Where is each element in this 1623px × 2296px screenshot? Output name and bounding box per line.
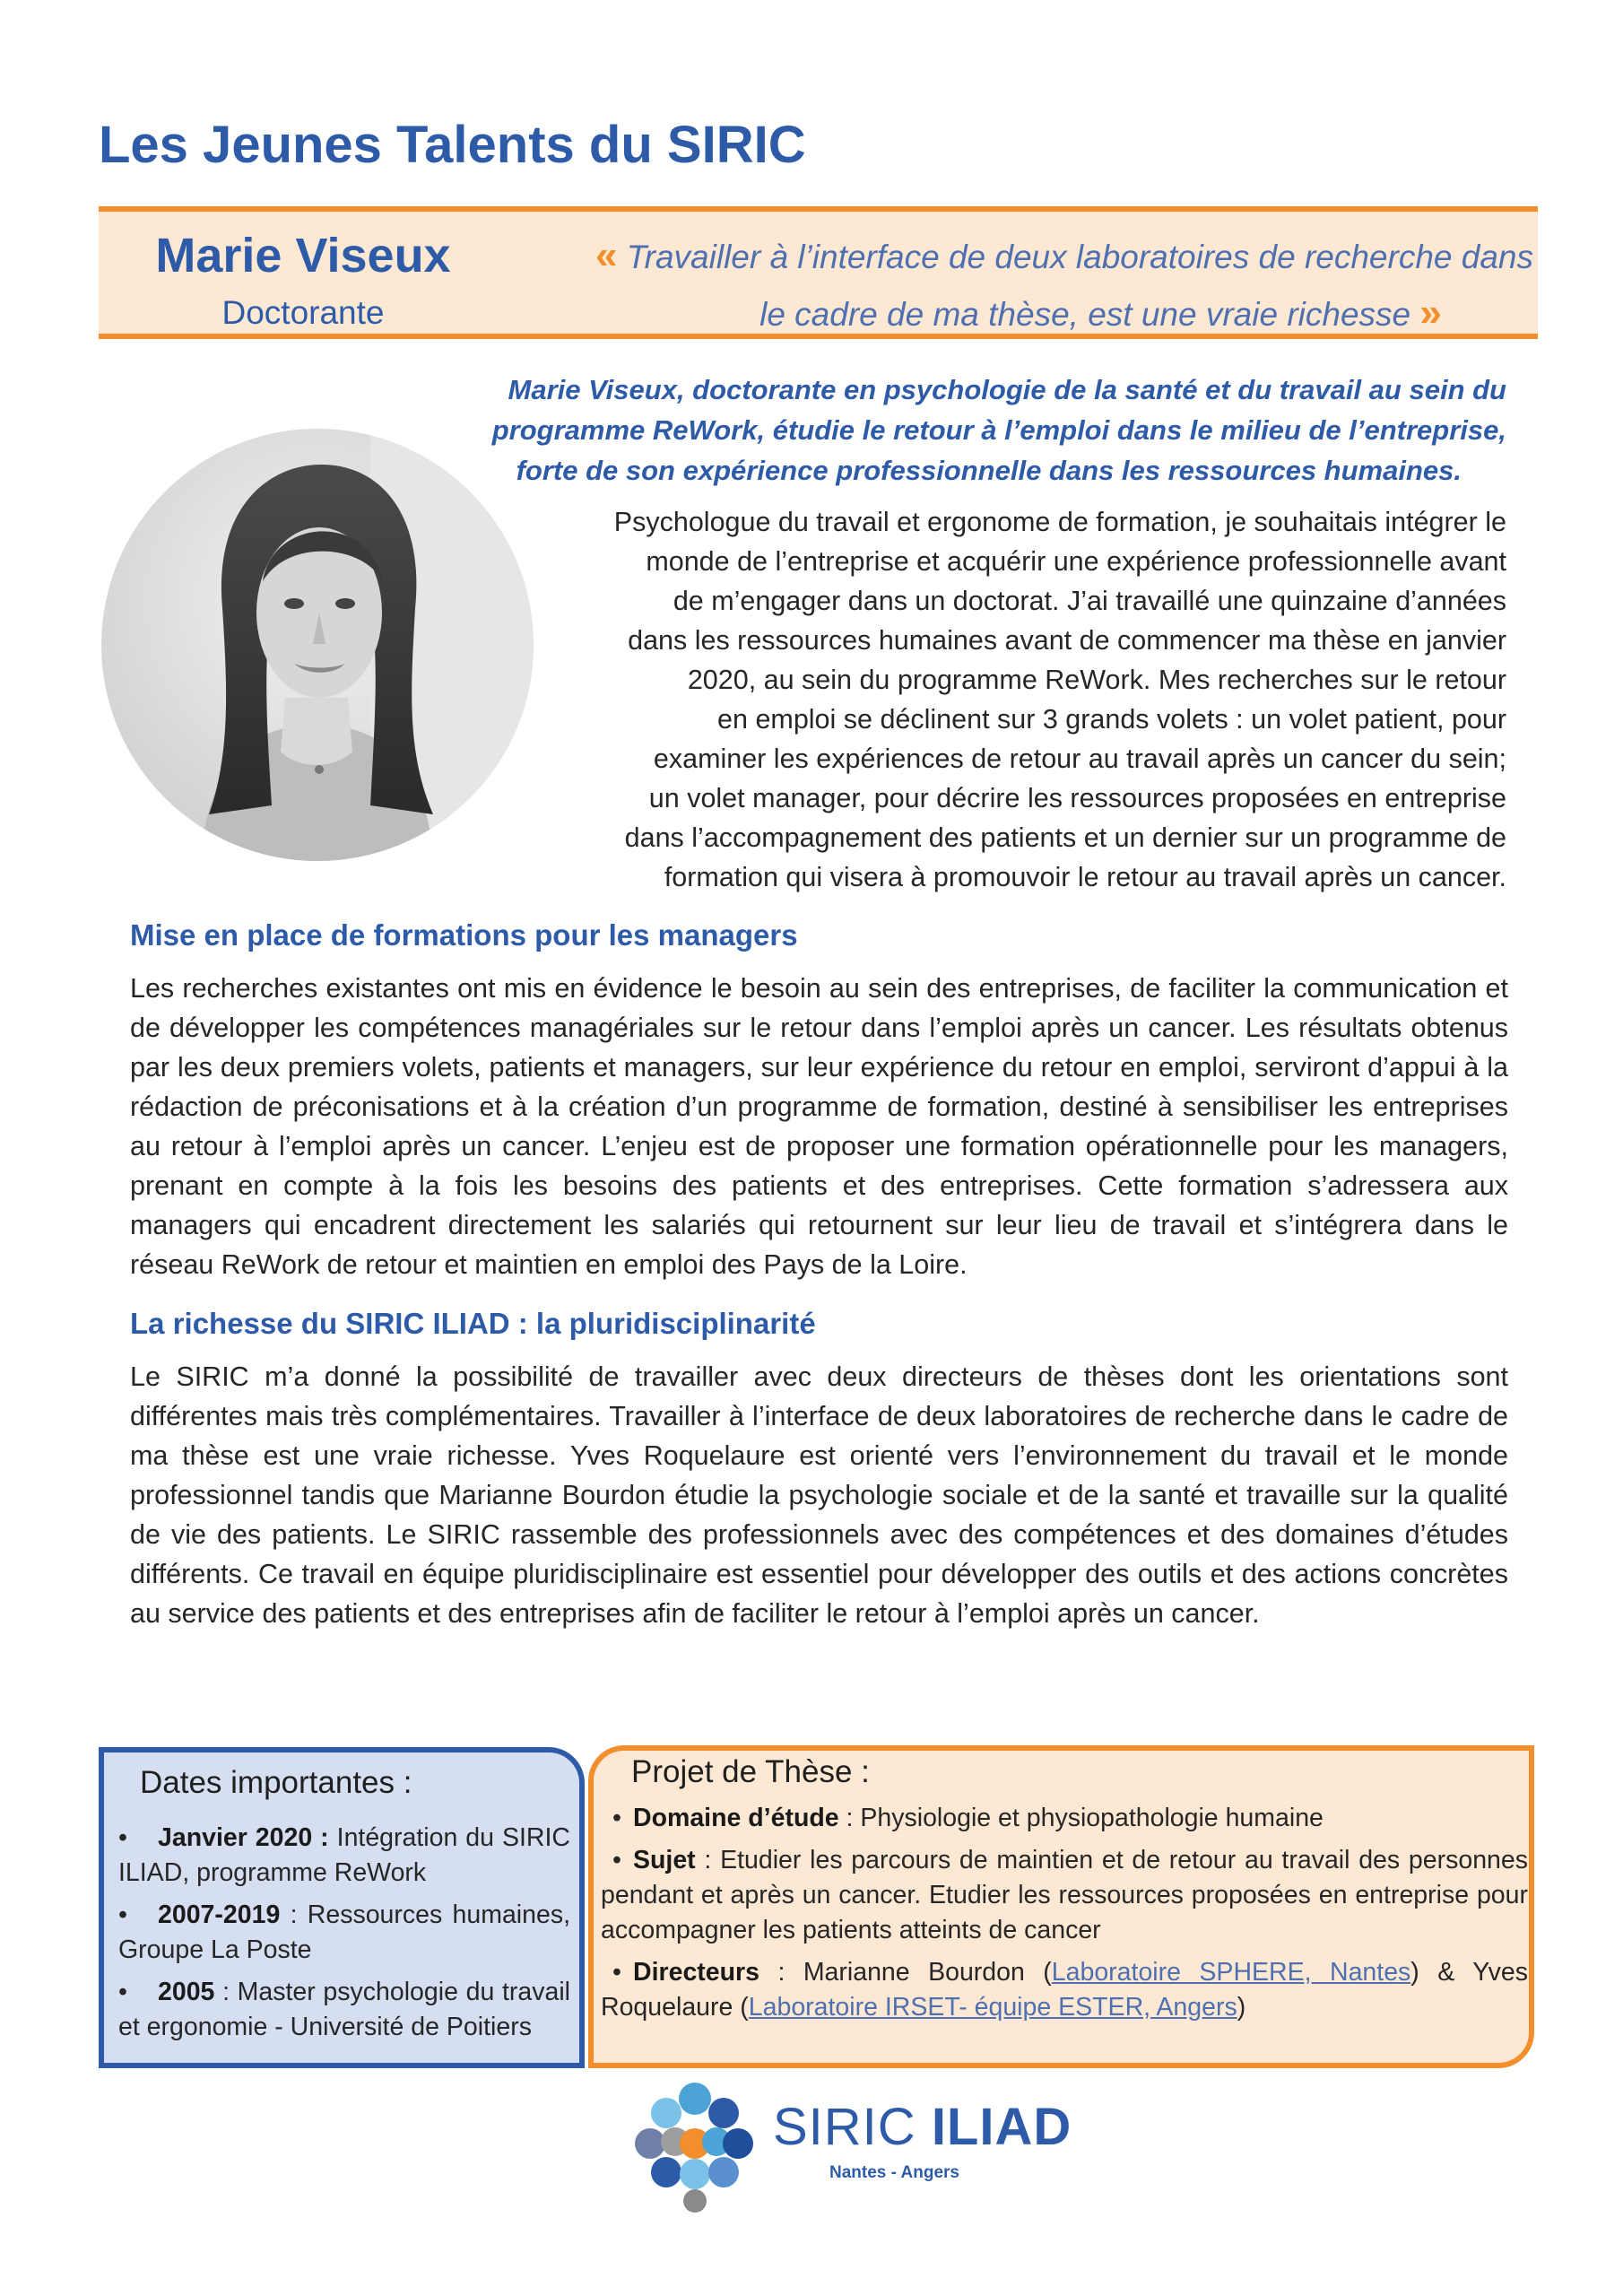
logo-subtitle: Nantes - Angers [829, 2163, 959, 2182]
quote-text-1: Travailler à l’interface de deux laboratoires de recherche dans [626, 239, 1533, 275]
date-text: Intégration du SIRIC ILIAD, programme ReWork [118, 1823, 570, 1887]
bio-paragraph [457, 502, 1506, 897]
thesis-project-box [588, 1745, 1534, 2068]
project-title: Projet de Thèse : [631, 1754, 870, 1789]
date-label: Janvier 2020 : [158, 1823, 329, 1852]
intro-paragraph [377, 370, 1506, 491]
section-body-formations: Les recherches existantes ont mis en évidence le besoin au sein des entreprises, de faciliter la communication et de développer les compétences managériales sur le retour dans l’emploi après un cancer. Les résultats obtenus par les deux premiers volets, patients et managers, sur leur expérience du retour en emploi, serviront d’appui à la rédaction de préconisations et à la création d’un programme de formation, destiné à sensibiliser les entreprises au retour à l’emploi après un cancer. L’enjeu est de proposer une formation opérationnelle pour les managers, prenant en compte à la fois les besoins des patients et des entreprises. Cette formation s’adressera aux managers qui encadrent directement les salariés qui retournent sur leur lieu de travail et s’intégrera dans le réseau ReWork de retour et maintien en emploi des Pays de la Loire. [130, 973, 1508, 1280]
quote-text-2: le cadre de ma thèse, est une vraie richesse [759, 296, 1411, 333]
project-item-directors [601, 1955, 1528, 2025]
directors-label: Directeurs [633, 1958, 759, 1987]
link-lab-irset[interactable]: Laboratoire IRSET- équipe ESTER, Angers [748, 1993, 1237, 2022]
important-dates-box [99, 1747, 585, 2068]
directors-text: ) & Yves Roquelaure ( [601, 1958, 1528, 2022]
domain-label: Domaine d’étude [633, 1804, 839, 1832]
intro-line: Marie Viseux, doctorante en psychologie de la santé et du travail au sein du [508, 374, 1506, 405]
date-item [118, 1975, 570, 2045]
bio-line: un volet manager, pour décrire les ressources proposées en entreprise [648, 783, 1506, 813]
bio-line: en emploi se déclinent sur 3 grands volets : un volet patient, pour [717, 704, 1506, 735]
quote-line-2 [507, 291, 1533, 335]
person-name: Marie Viseux [155, 229, 451, 283]
directors-text: ) [1237, 1993, 1246, 2022]
subject-text: : Etudier les parcours de maintien et de retour au travail des personnes pendant et après un cancer. Etudier les ressources proposées en entreprise pour accompagner les patients atteints de cancer [601, 1846, 1528, 1944]
bullet: • [118, 1823, 127, 1852]
bio-line: monde de l’entreprise et acquérir une expérience professionnelle avant [646, 546, 1506, 577]
person-role: Doctorante [221, 294, 385, 331]
date-text: : Ressources humaines, Groupe La Poste [118, 1900, 570, 1964]
bullet: • [118, 1978, 127, 2006]
project-item-subject [601, 1843, 1528, 1948]
bio-line: de m’engager dans un doctorat. J’ai travaillé une quinzaine d’années [673, 586, 1506, 616]
quote-open-mark: « [595, 233, 618, 277]
bio-line: Psychologue du travail et ergonome de formation, je souhaitais intégrer le [613, 507, 1506, 537]
logo-name-part2: ILIAD [931, 2098, 1072, 2156]
section-heading-formations: Mise en place de formations pour les managers [130, 918, 798, 952]
section-heading-pluridisciplinarity: La richesse du SIRIC ILIAD : la pluridisciplinarité [130, 1307, 816, 1340]
date-label: 2005 [158, 1978, 215, 2006]
link-lab-sphere[interactable]: Laboratoire SPHERE, Nantes [1051, 1958, 1411, 1987]
directors-text: : Marianne Bourdon ( [759, 1958, 1052, 1987]
date-item [118, 1898, 570, 1968]
bio-line: formation qui visera à promouvoir le retour au travail après un cancer. [664, 862, 1506, 892]
bio-line: examiner les expériences de retour au travail après un cancer du sein; [653, 744, 1506, 774]
intro-line: programme ReWork, étudie le retour à l’emploi dans le milieu de l’entreprise, [491, 414, 1506, 446]
date-label: 2007-2019 [158, 1900, 281, 1929]
domain-text: : Physiologie et physiopathologie humaine [838, 1804, 1324, 1832]
bullet: • [612, 1958, 621, 1987]
bullet: • [118, 1900, 127, 1929]
section-body-pluridisciplinarity: Le SIRIC m’a donné la possibilité de travailler avec deux directeurs de thèses dont les orientations sont différentes mais très complémentaires. Travailler à l’interface de deux laboratoires de recherche dans le cadre de ma thèse est une vraie richesse. Yves Roquelaure est orienté vers l’environnement du travail et le monde professionnel tandis que Marianne Bourdon étudie la psychologie sociale et de la santé et travaille sur la qualité de vie des patients. Le SIRIC rassemble des professionnels avec des compétences et des domaines d’études différents. Ce travail en équipe pluridisciplinaire est essentiel pour développer des outils et des actions concrètes au service des patients et des entreprises afin de faciliter le retour à l’emploi après un cancer. [130, 1361, 1508, 1629]
logo-wordmark [773, 2097, 1072, 2157]
bio-line: 2020, au sein du programme ReWork. Mes recherches sur le retour [687, 665, 1506, 695]
quote-close-mark: » [1419, 291, 1442, 335]
dates-list [118, 1821, 570, 2052]
subject-label: Sujet [633, 1846, 696, 1874]
project-list [601, 1801, 1528, 2032]
profile-header [99, 206, 1538, 339]
dates-title: Dates importantes : [140, 1765, 412, 1800]
logo-name-part1: SIRIC [773, 2098, 916, 2156]
quote-line-1 [507, 233, 1533, 278]
bullet: • [612, 1804, 621, 1832]
bio-line: dans l’accompagnement des patients et un dernier sur un programme de [624, 822, 1506, 853]
date-text: : Master psychologie du travail et ergonomie - Université de Poitiers [118, 1978, 570, 2041]
project-item-domain [601, 1801, 1528, 1836]
date-item [118, 1821, 570, 1891]
bio-line: dans les ressources humaines avant de commencer ma thèse en janvier [628, 625, 1506, 656]
page-title: Les Jeunes Talents du SIRIC [99, 116, 806, 174]
intro-line: forte de son expérience professionnelle dans les ressources humaines. [516, 455, 1462, 486]
bullet: • [612, 1846, 621, 1874]
